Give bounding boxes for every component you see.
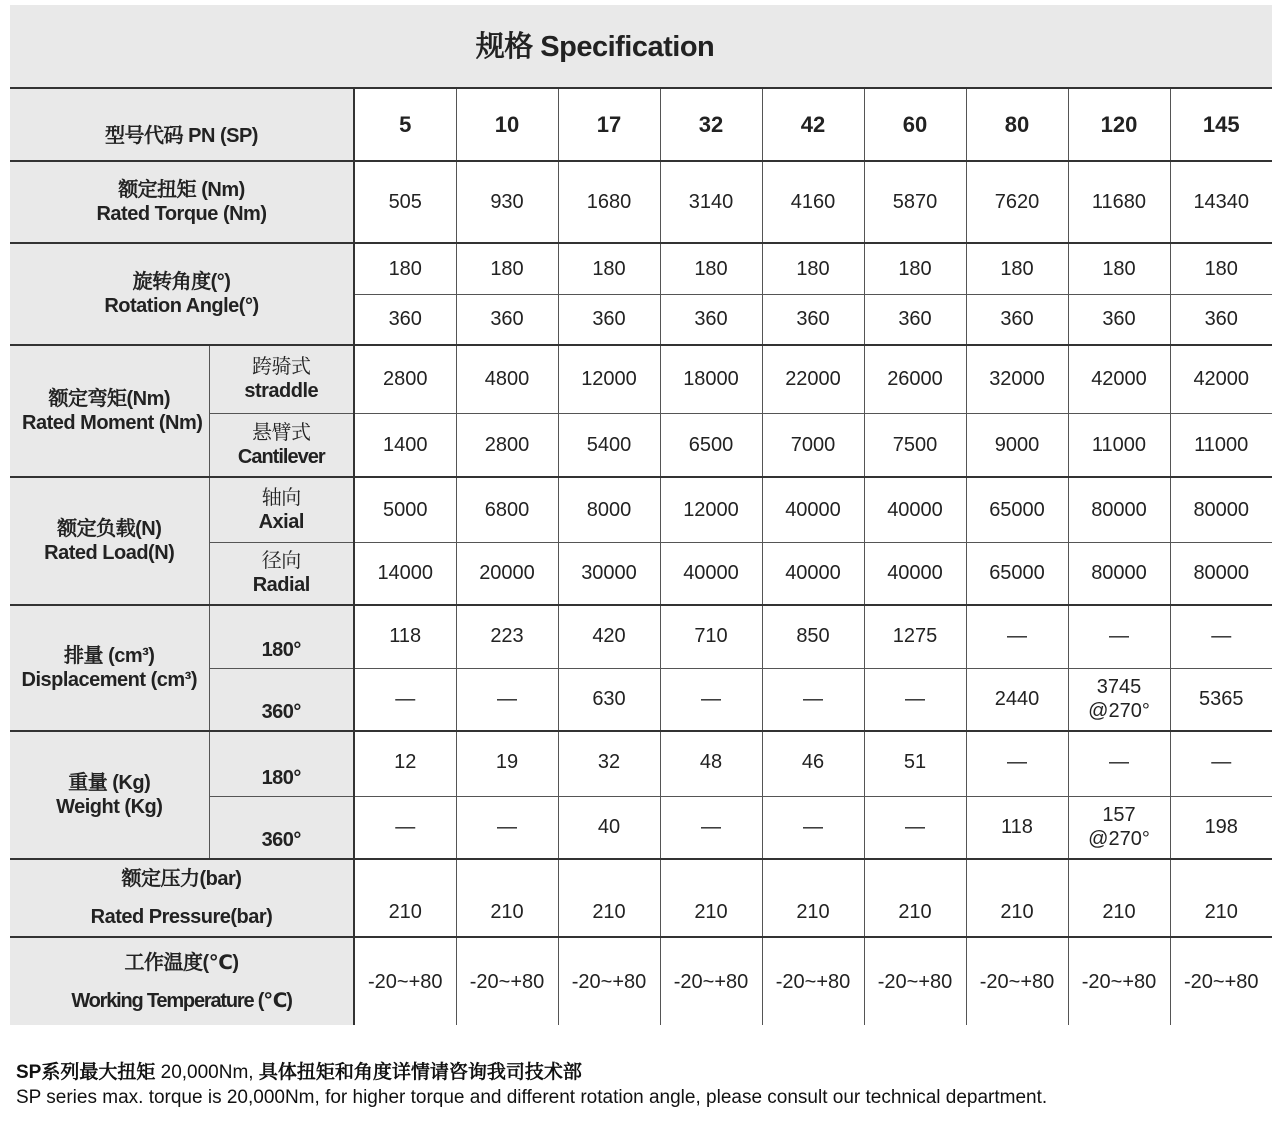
straddle-label-zh: 跨骑式 xyxy=(252,356,311,379)
moment-value: 42000 xyxy=(1170,345,1272,413)
moment-label-en: Rated Moment (Nm) xyxy=(22,412,203,434)
rotation-value: 360 xyxy=(1170,294,1272,345)
load-value: 80000 xyxy=(1068,477,1170,542)
moment-value: 1400 xyxy=(354,413,456,477)
weight-value: — xyxy=(456,796,558,859)
load-value: 40000 xyxy=(864,477,966,542)
moment-value: 4800 xyxy=(456,345,558,413)
displacement-value-120 xyxy=(1068,668,1170,731)
rotation-value: 180 xyxy=(1170,243,1272,294)
rotation-value: 360 xyxy=(660,294,762,345)
rotation-value: 180 xyxy=(966,243,1068,294)
model-cell: 32 xyxy=(660,88,762,161)
footer-zh-suffix: 具体扭矩和角度详情请咨询我司技术部 xyxy=(258,1062,582,1083)
torque-value: 11680 xyxy=(1068,161,1170,243)
load-value: 40000 xyxy=(762,477,864,542)
torque-value: 930 xyxy=(456,161,558,243)
spec-header xyxy=(10,5,1272,87)
displacement-value: — xyxy=(864,668,966,731)
weight-value: 40 xyxy=(558,796,660,859)
weight-180-label: 180° xyxy=(209,731,354,796)
temperature-value: -20~+80 xyxy=(558,937,660,1025)
load-value: 40000 xyxy=(762,542,864,605)
weight-360-label: 360° xyxy=(209,796,354,859)
temperature-value: -20~+80 xyxy=(762,937,864,1025)
rotation-value: 360 xyxy=(558,294,660,345)
load-value: 20000 xyxy=(456,542,558,605)
model-cell: 80 xyxy=(966,88,1068,161)
weight-value: 157 xyxy=(1102,804,1136,827)
displacement-value: 3745 xyxy=(1096,676,1142,699)
displacement-value: 223 xyxy=(456,605,558,668)
moment-value: 9000 xyxy=(966,413,1068,477)
moment-value: 42000 xyxy=(1068,345,1170,413)
model-cell: 120 xyxy=(1068,88,1170,161)
pressure-value: 210 xyxy=(1170,859,1272,937)
cantilever-label-zh: 悬臂式 xyxy=(252,421,311,444)
temperature-label-zh: 工作温度(℃) xyxy=(124,951,239,974)
moment-label xyxy=(10,345,209,477)
weight-value: 12 xyxy=(354,731,456,796)
torque-label xyxy=(10,161,354,243)
moment-label-zh: 额定弯矩(Nm) xyxy=(48,388,171,410)
moment-value: 6500 xyxy=(660,413,762,477)
pressure-value: 210 xyxy=(966,859,1068,937)
displacement-value: — xyxy=(762,668,864,731)
load-value: 14000 xyxy=(354,542,456,605)
pressure-label xyxy=(10,859,354,937)
torque-label-en: Rated Torque (Nm) xyxy=(96,203,267,225)
pressure-value: 210 xyxy=(762,859,864,937)
weight-value: — xyxy=(762,796,864,859)
torque-value: 1680 xyxy=(558,161,660,243)
torque-value: 505 xyxy=(354,161,456,243)
cantilever-label-en: Cantilever xyxy=(237,445,325,468)
moment-value: 32000 xyxy=(966,345,1068,413)
moment-value: 7500 xyxy=(864,413,966,477)
pressure-value: 210 xyxy=(456,859,558,937)
model-cell: 42 xyxy=(762,88,864,161)
torque-value: 7620 xyxy=(966,161,1068,243)
moment-value: 11000 xyxy=(1068,413,1170,477)
displacement-value: 1275 xyxy=(864,605,966,668)
model-header-row xyxy=(10,88,1272,161)
footer-zh-prefix: SP系列最大扭矩 xyxy=(16,1062,156,1083)
torque-label-zh: 额定扭矩 (Nm) xyxy=(118,179,245,201)
model-cell: 5 xyxy=(354,88,456,161)
weight-label xyxy=(10,731,209,859)
radial-label-en: Radial xyxy=(252,574,310,597)
weight-value: 19 xyxy=(456,731,558,796)
load-value: 65000 xyxy=(966,477,1068,542)
pressure-value: 210 xyxy=(1068,859,1170,937)
load-value: 5000 xyxy=(354,477,456,542)
displacement-value: — xyxy=(1170,605,1272,668)
load-value: 65000 xyxy=(966,542,1068,605)
rotation-value: 360 xyxy=(1068,294,1170,345)
rotation-value: 180 xyxy=(354,243,456,294)
footer-zh-value: 20,000Nm, xyxy=(155,1062,259,1083)
moment-value: 12000 xyxy=(558,345,660,413)
load-value: 6800 xyxy=(456,477,558,542)
load-label-zh: 额定负载(N) xyxy=(57,518,162,540)
weight-value: — xyxy=(966,731,1068,796)
weight-value: 118 xyxy=(966,796,1068,859)
displacement-value: 420 xyxy=(558,605,660,668)
weight-value-120 xyxy=(1068,796,1170,859)
temperature-label-en: Working Temperature (℃) xyxy=(71,989,292,1012)
moment-value: 18000 xyxy=(660,345,762,413)
torque-value: 3140 xyxy=(660,161,762,243)
temperature-value: -20~+80 xyxy=(864,937,966,1025)
pressure-value: 210 xyxy=(660,859,762,937)
torque-value: 5870 xyxy=(864,161,966,243)
load-value: 40000 xyxy=(864,542,966,605)
load-label-en: Rated Load(N) xyxy=(44,542,175,564)
rotation-value: 180 xyxy=(762,243,864,294)
weight-value: — xyxy=(864,796,966,859)
load-value: 8000 xyxy=(558,477,660,542)
page-title: 规格 Specification xyxy=(475,30,715,63)
load-label xyxy=(10,477,209,605)
displacement-label-en: Displacement (cm³) xyxy=(21,669,197,691)
rotation-value: 180 xyxy=(456,243,558,294)
axial-label xyxy=(209,477,354,542)
rotation-label-zh: 旋转角度(°) xyxy=(132,271,231,293)
temperature-value: -20~+80 xyxy=(660,937,762,1025)
cantilever-label xyxy=(209,413,354,477)
load-value: 80000 xyxy=(1170,477,1272,542)
radial-label-zh: 径向 xyxy=(261,550,301,573)
temperature-value: -20~+80 xyxy=(354,937,456,1025)
torque-row xyxy=(10,161,1272,243)
rotation-value: 360 xyxy=(456,294,558,345)
moment-value: 11000 xyxy=(1170,413,1272,477)
displacement-value: 5365 xyxy=(1170,668,1272,731)
pressure-value: 210 xyxy=(558,859,660,937)
load-value: 80000 xyxy=(1170,542,1272,605)
displacement-180-label: 180° xyxy=(209,605,354,668)
weight-value: 48 xyxy=(660,731,762,796)
moment-value: 2800 xyxy=(354,345,456,413)
load-axial-row xyxy=(10,477,1272,542)
displacement-value: 710 xyxy=(660,605,762,668)
displacement-note: @270° xyxy=(1088,700,1150,723)
straddle-label-en: straddle xyxy=(244,380,319,403)
footer-line-en: SP series max. torque is 20,000Nm, for higher torque and different rotation angle, please consult our technical department. xyxy=(16,1087,1048,1108)
torque-value: 4160 xyxy=(762,161,864,243)
radial-label xyxy=(209,542,354,605)
rotation-value: 180 xyxy=(558,243,660,294)
moment-value: 22000 xyxy=(762,345,864,413)
pressure-label-en: Rated Pressure(bar) xyxy=(90,906,273,928)
weight-value: — xyxy=(1068,731,1170,796)
displacement-value: — xyxy=(354,668,456,731)
temperature-value: -20~+80 xyxy=(966,937,1068,1025)
displacement-value: 850 xyxy=(762,605,864,668)
weight-note: @270° xyxy=(1088,828,1150,851)
displacement-value: — xyxy=(660,668,762,731)
moment-value: 26000 xyxy=(864,345,966,413)
rotation-value: 180 xyxy=(864,243,966,294)
rotation-value: 180 xyxy=(1068,243,1170,294)
weight-label-zh: 重量 (Kg) xyxy=(68,772,151,794)
displacement-value: 2440 xyxy=(966,668,1068,731)
temperature-row xyxy=(10,937,1272,1025)
pressure-value: 210 xyxy=(354,859,456,937)
weight-value: — xyxy=(1170,731,1272,796)
pressure-row xyxy=(10,859,1272,937)
rotation-value: 360 xyxy=(864,294,966,345)
load-value: 30000 xyxy=(558,542,660,605)
weight-value: 51 xyxy=(864,731,966,796)
displacement-value: — xyxy=(456,668,558,731)
rotation-value: 360 xyxy=(966,294,1068,345)
pn-label: 型号代码 PN (SP) xyxy=(10,88,354,161)
displacement-360-label: 360° xyxy=(209,668,354,731)
spec-table xyxy=(10,87,1272,1025)
pressure-label-zh: 额定压力(bar) xyxy=(121,868,242,890)
model-cell: 10 xyxy=(456,88,558,161)
displacement-value: — xyxy=(966,605,1068,668)
weight-value: 32 xyxy=(558,731,660,796)
axial-label-zh: 轴向 xyxy=(261,486,301,509)
displacement-value: — xyxy=(1068,605,1170,668)
moment-value: 7000 xyxy=(762,413,864,477)
axial-label-en: Axial xyxy=(258,510,304,533)
temperature-value: -20~+80 xyxy=(1170,937,1272,1025)
weight-label-en: Weight (Kg) xyxy=(56,796,163,818)
straddle-label xyxy=(209,345,354,413)
rotation-180-row xyxy=(10,243,1272,294)
weight-value: 46 xyxy=(762,731,864,796)
temperature-label xyxy=(10,937,354,1025)
model-cell: 60 xyxy=(864,88,966,161)
displacement-label-zh: 排量 (cm³) xyxy=(64,645,155,667)
displacement-label xyxy=(10,605,209,731)
rotation-value: 360 xyxy=(762,294,864,345)
footer-line-zh xyxy=(16,1060,1047,1085)
temperature-value: -20~+80 xyxy=(1068,937,1170,1025)
weight-value: 198 xyxy=(1170,796,1272,859)
temperature-value: -20~+80 xyxy=(456,937,558,1025)
moment-value: 2800 xyxy=(456,413,558,477)
weight-value: — xyxy=(354,796,456,859)
load-value: 80000 xyxy=(1068,542,1170,605)
rotation-label xyxy=(10,243,354,345)
torque-value: 14340 xyxy=(1170,161,1272,243)
load-value: 12000 xyxy=(660,477,762,542)
model-cell: 17 xyxy=(558,88,660,161)
moment-straddle-row xyxy=(10,345,1272,413)
weight-180-row xyxy=(10,731,1272,796)
weight-value: — xyxy=(660,796,762,859)
load-value: 40000 xyxy=(660,542,762,605)
displacement-180-row xyxy=(10,605,1272,668)
model-cell: 145 xyxy=(1170,88,1272,161)
footer-note xyxy=(16,1060,1047,1110)
moment-value: 5400 xyxy=(558,413,660,477)
rotation-label-en: Rotation Angle(°) xyxy=(104,295,259,317)
rotation-value: 180 xyxy=(660,243,762,294)
displacement-value: 118 xyxy=(354,605,456,668)
displacement-value: 630 xyxy=(558,668,660,731)
rotation-value: 360 xyxy=(354,294,456,345)
pressure-value: 210 xyxy=(864,859,966,937)
